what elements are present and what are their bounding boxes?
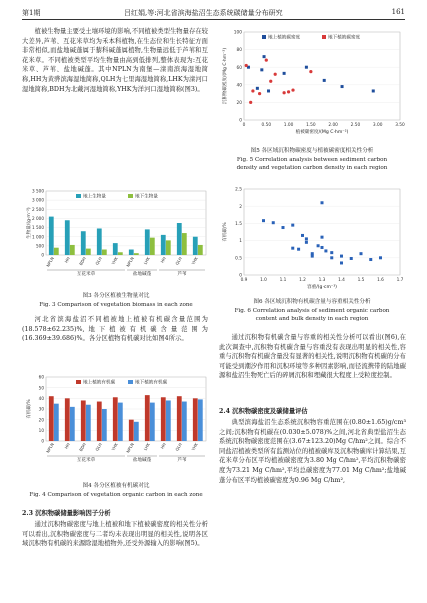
- x-tick-label: 2.50: [350, 123, 361, 128]
- data-point: [249, 101, 252, 104]
- data-point: [256, 87, 259, 90]
- y-tick-label: 0: [41, 252, 44, 258]
- figure-6-chart: [220, 183, 406, 295]
- x-tick-label: 0.50: [261, 123, 272, 128]
- data-point: [283, 72, 286, 75]
- bar: [198, 245, 203, 255]
- legend-label: 地上植被有机碳: [83, 380, 116, 386]
- figure-4-caption-en: Fig. 4 Comparison of vegetation organic carbon in each zone: [29, 492, 203, 498]
- group-label: 盐地碱蓬: [132, 272, 152, 277]
- paragraph-bulk-density: 通过沉积物有机碳含量与容重的相关性分析可以看出(图6),在此次调查中,沉积物有机碳含量与容重没有表现出明显的相关性,容重与沉积物有机碳含量没有显著的相关性,说明沉积物有机碳的分布可能受到潮汐作用和沉积环境等多种因素影响,而径流携带的陆地碳源和盐沼生物死亡后的碎屑沉积和埋藏很大程度上受粒度控制。: [219, 334, 406, 380]
- data-point: [341, 85, 344, 88]
- data-point: [291, 88, 294, 91]
- bar: [97, 228, 102, 255]
- x-tick-label: 1.0: [260, 278, 267, 283]
- x-tick-label: 1.5: [357, 278, 365, 283]
- data-point: [291, 224, 294, 227]
- y-tick-label: 30: [38, 406, 44, 412]
- y-tick-label: 2 500: [32, 206, 44, 212]
- y-tick-label: 60: [38, 374, 44, 380]
- paragraph-organic-carbon: 河北省滨海盐沼不同植被地上植被有机碳含量范围为(18.578±62.235)%,地下植被有机碳含量范围为(16.369±39.686)%。各分区植物有机碳对比如图4所示。: [22, 316, 208, 343]
- bar: [161, 235, 166, 255]
- y-axis-label: 有机碳/%: [27, 399, 32, 419]
- x-tick-label: 1.2: [299, 278, 306, 283]
- bar: [81, 231, 86, 255]
- x-tick-label: 0.9: [240, 278, 248, 283]
- x-tick-label: NPLN: [125, 442, 135, 454]
- data-point: [272, 221, 275, 224]
- legend-label: 地下生物量: [135, 194, 158, 200]
- bar: [49, 217, 54, 255]
- figure-4-chart: [24, 367, 210, 477]
- data-point: [311, 255, 314, 258]
- data-point: [330, 251, 333, 254]
- bar: [166, 400, 171, 441]
- left-paragraph-1: [22, 27, 208, 94]
- y-tick-label: 50: [38, 385, 44, 391]
- data-point: [287, 90, 290, 93]
- data-point: [309, 70, 312, 73]
- header-page-number: 161: [391, 8, 405, 16]
- x-tick-label: YHK: [110, 256, 119, 266]
- header-title: 吕红娟,等:河北省滨海盐沼生态系统碳储量分布研究: [124, 9, 283, 17]
- x-tick-label: HH: [159, 256, 167, 264]
- y-tick-label: 3 000: [32, 197, 44, 203]
- data-point: [360, 252, 363, 255]
- figure-6-caption-cn: 图6 各区域沉积物有机碳含量与容重相关性分析: [253, 299, 371, 305]
- figure-3-caption-cn: 图3 各分区植被生物量对比: [82, 293, 150, 299]
- data-point: [369, 258, 372, 261]
- x-axis-label: 植被碳密度/(Mg C·hm⁻²): [295, 130, 349, 135]
- data-point: [321, 201, 324, 204]
- x-tick-label: YHK: [190, 442, 199, 452]
- data-point: [340, 261, 343, 264]
- x-tick-label: 1.7: [396, 278, 404, 283]
- bar: [54, 248, 59, 255]
- bar: [54, 404, 59, 441]
- data-point: [283, 91, 286, 94]
- data-point: [258, 92, 261, 95]
- data-point: [379, 256, 382, 259]
- plot-frame: [244, 32, 400, 120]
- data-point: [301, 234, 304, 237]
- y-tick-label: 1 500: [32, 225, 44, 231]
- left-paragraph-2: [22, 315, 208, 344]
- paragraph-carbon-density: 典型滨海盐沼生态系统沉积物容重范围在(0.80±1.65)g/cm³之间;沉积物有机碳在(0.030±5.078)%之间,河北省典型盐沼生态系统沉积物碳密度范围在(3.67±123.20)Mg C/hm²之间。综合不同盐沼植被类型所有监测站位的植被碳库及沉积物碳库计算结果,互花米草分布区平均植被碳密度为3.80 Mg C/hm²,平均沉积物碳密度为73.21 Mg C/hm²,平均总碳密度为77.01 Mg C/hm²;盐地碱蓬分布区平均植被碳密度为0.96 Mg C/hm²,: [219, 419, 406, 484]
- bar: [118, 252, 123, 255]
- data-point: [340, 255, 343, 258]
- group-label: 芦苇: [177, 272, 187, 277]
- bar: [166, 240, 171, 255]
- data-point: [372, 89, 375, 92]
- bar: [177, 223, 182, 255]
- y-tick-label: 40: [38, 395, 44, 401]
- bar: [86, 405, 91, 441]
- x-tick-label: NPLN: [45, 256, 55, 268]
- data-point: [274, 73, 277, 76]
- figure-6-caption-en-2: content and bulk density in each region: [255, 316, 369, 322]
- paragraph-correlation: 通过沉积物碳密度与地上植被和地下植被碳密度的相关性分析可以看出,沉积物碳密度与二者均未表现出明显的相关性,说明各区域沉积物有机碳的来源除湿地植物外,还受外源输入的影响(图5)。: [22, 521, 208, 548]
- x-tick-label: QLH: [174, 442, 183, 452]
- bar: [150, 238, 155, 255]
- bar: [70, 407, 75, 441]
- legend-swatch: [322, 35, 326, 39]
- y-tick-label: 1: [239, 239, 242, 245]
- x-tick-label: LHK: [142, 442, 151, 452]
- y-tick-label: 2: [239, 204, 242, 210]
- data-point: [251, 89, 254, 92]
- group-label: 盐地碱蓬: [132, 458, 152, 463]
- data-point: [305, 241, 308, 244]
- y-tick-label: 0: [239, 118, 242, 124]
- bar: [102, 250, 107, 255]
- bar: [86, 249, 91, 255]
- bar: [81, 400, 86, 441]
- y-axis-label: 沉积物碳密度/(Mg C·hm⁻²): [223, 47, 228, 105]
- x-tick-label: 1.00: [283, 123, 294, 128]
- data-point: [262, 219, 265, 222]
- bar: [113, 243, 118, 255]
- legend-label: 地下植被有机碳: [135, 380, 168, 386]
- y-tick-label: 40: [236, 83, 242, 89]
- header-issue: 第1期: [22, 9, 41, 17]
- bar: [193, 237, 198, 255]
- figure-3-plot: [25, 189, 206, 277]
- y-tick-label: 60: [236, 65, 242, 71]
- group-label: 互花米草: [76, 272, 96, 277]
- right-paragraph-2: [219, 418, 406, 485]
- bar: [129, 250, 134, 255]
- figure-5-caption-en-1: Fig. 5 Correlation analysis between sediment carbon: [236, 157, 388, 163]
- y-tick-label: 20: [38, 417, 44, 423]
- bar: [70, 245, 75, 255]
- x-tick-label: QLH: [174, 256, 183, 266]
- x-tick-label: HH: [63, 442, 71, 450]
- figure-6-caption-en-1: Fig. 6 Correlation analysis of sediment organic carbon: [234, 308, 390, 314]
- figure-6-plot: [221, 187, 404, 290]
- figure-4-caption-cn: 图4 各分区植被有机碳对比: [82, 483, 150, 489]
- bar: [193, 398, 198, 441]
- x-tick-label: 1.4: [338, 278, 345, 283]
- x-tick-label: YHK: [190, 256, 199, 266]
- data-point: [291, 247, 294, 250]
- y-tick-label: 0.5: [235, 256, 242, 262]
- x-tick-label: HH: [63, 256, 71, 264]
- x-tick-label: BDH: [78, 442, 87, 453]
- bar: [134, 422, 139, 441]
- figure-5-plot: [221, 30, 405, 135]
- figure-5-caption-cn: 图5 各区域沉积物碳密度与植被碳密度相关性分析: [250, 148, 374, 154]
- y-tick-label: 500: [36, 243, 44, 249]
- data-point: [267, 89, 270, 92]
- x-axis-label: 容重/(g·cm⁻³): [307, 285, 337, 290]
- bar: [198, 399, 203, 441]
- bar: [65, 398, 70, 441]
- y-tick-label: 3 500: [32, 188, 44, 194]
- header-rule: [22, 19, 405, 20]
- bar: [129, 420, 134, 441]
- x-tick-label: 1.1: [279, 278, 287, 283]
- data-point: [305, 237, 308, 240]
- x-tick-label: 3.50: [395, 123, 405, 128]
- right-paragraph-1: [219, 333, 406, 381]
- x-tick-label: BDH: [78, 256, 87, 267]
- x-tick-label: NPLN: [45, 442, 55, 454]
- figure-3-chart: [24, 183, 210, 289]
- data-point: [269, 80, 272, 83]
- data-point: [282, 226, 285, 229]
- x-tick-label: 2.00: [328, 123, 338, 128]
- y-axis-label: 有机碳/%: [223, 222, 228, 242]
- bar: [49, 396, 54, 441]
- figure-3-caption-en: Fig. 3 Comparison of vegetation biomass in each zone: [39, 302, 193, 308]
- legend-swatch: [262, 35, 266, 39]
- y-tick-label: 100: [233, 30, 242, 36]
- figure-5-caption-en-2: density and vegetation carbon density in each region: [236, 165, 388, 171]
- bar: [161, 397, 166, 441]
- group-label: 芦苇: [177, 458, 187, 463]
- legend-swatch: [76, 194, 81, 198]
- x-tick-label: LHK: [142, 256, 151, 266]
- legend-label: 地上生物量: [83, 194, 106, 200]
- legend-swatch: [128, 194, 133, 198]
- data-point: [263, 55, 266, 58]
- data-point: [321, 246, 324, 249]
- x-tick-label: 1.50: [306, 123, 316, 128]
- bar: [65, 220, 70, 255]
- data-point: [265, 59, 268, 62]
- section-2-3-heading: 2.3 沉积物碳储量影响因子分析: [22, 510, 111, 517]
- legend-swatch: [76, 380, 81, 384]
- data-point: [297, 248, 300, 251]
- bar: [118, 403, 123, 441]
- bar: [145, 229, 150, 255]
- x-tick-label: NPLN: [125, 256, 135, 268]
- bar: [182, 233, 187, 255]
- figure-5-chart: [220, 26, 406, 142]
- bar: [113, 397, 118, 441]
- x-tick-label: 3.00: [372, 123, 383, 128]
- data-point: [321, 236, 324, 239]
- y-tick-label: 0: [41, 438, 44, 444]
- paragraph-biomass: 植被生物量主要受土壤环境的影响,不同植被类型生物量存在较大差异,芦苇、互花米草均为禾本科植物,在生态位和生长特征方面非常相似,而盐地碱蓬属于藜科碱蓬属植物,生物量远低于芦苇和互花米草。不同植被类型平均生物量由高到低排列,整体表现为:互花米草、芦苇、盐地碱蓬。其中NPLN为南堡—滦南滨海湿地简称,HH为黄骅滨海湿地简称,QLH为七里海湿地简称,LHK为滦河口湿地简称,BDH为北戴河湿地简称,YHK为洋河口湿地简称(图3)。: [22, 28, 208, 93]
- data-point: [245, 64, 248, 67]
- x-tick-label: HH: [159, 442, 167, 450]
- data-point: [350, 257, 353, 260]
- figure-4-plot: [25, 375, 206, 463]
- x-tick-label: 1.3: [318, 278, 326, 283]
- y-tick-label: 0: [239, 273, 242, 279]
- x-tick-label: QLH: [94, 442, 103, 452]
- legend-swatch: [128, 380, 133, 384]
- data-point: [260, 68, 263, 71]
- bar: [134, 253, 139, 255]
- y-tick-label: 2 000: [32, 216, 44, 222]
- y-tick-label: 20: [236, 101, 242, 106]
- y-axis-label: 生物量/(g·m⁻²): [27, 207, 32, 239]
- bar: [150, 403, 155, 441]
- x-tick-label: YHK: [110, 442, 119, 452]
- data-point: [305, 66, 308, 69]
- bar: [145, 395, 150, 441]
- bar: [102, 409, 107, 441]
- bar: [182, 402, 187, 441]
- x-tick-label: QLH: [94, 256, 103, 266]
- legend-label: 地下植被碳密度: [328, 35, 361, 41]
- data-point: [323, 79, 326, 82]
- y-tick-label: 1.5: [235, 222, 242, 227]
- y-tick-label: 10: [38, 427, 44, 433]
- x-tick-label: 1.6: [377, 278, 384, 283]
- legend-label: 地上植被碳密度: [268, 35, 301, 41]
- bar: [177, 396, 182, 441]
- group-label: 互花米草: [76, 458, 96, 463]
- y-tick-label: 1 000: [32, 234, 44, 240]
- x-tick-label: 0: [242, 123, 246, 128]
- left-paragraph-3: [22, 520, 208, 549]
- y-tick-label: 2.5: [235, 187, 242, 193]
- bar: [97, 402, 102, 441]
- data-point: [317, 244, 320, 247]
- data-point: [324, 249, 327, 252]
- y-tick-label: 80: [236, 48, 242, 54]
- data-point: [330, 256, 333, 259]
- section-2-4-heading: 2.4 沉积物碳密度及碳储量评估: [219, 408, 308, 415]
